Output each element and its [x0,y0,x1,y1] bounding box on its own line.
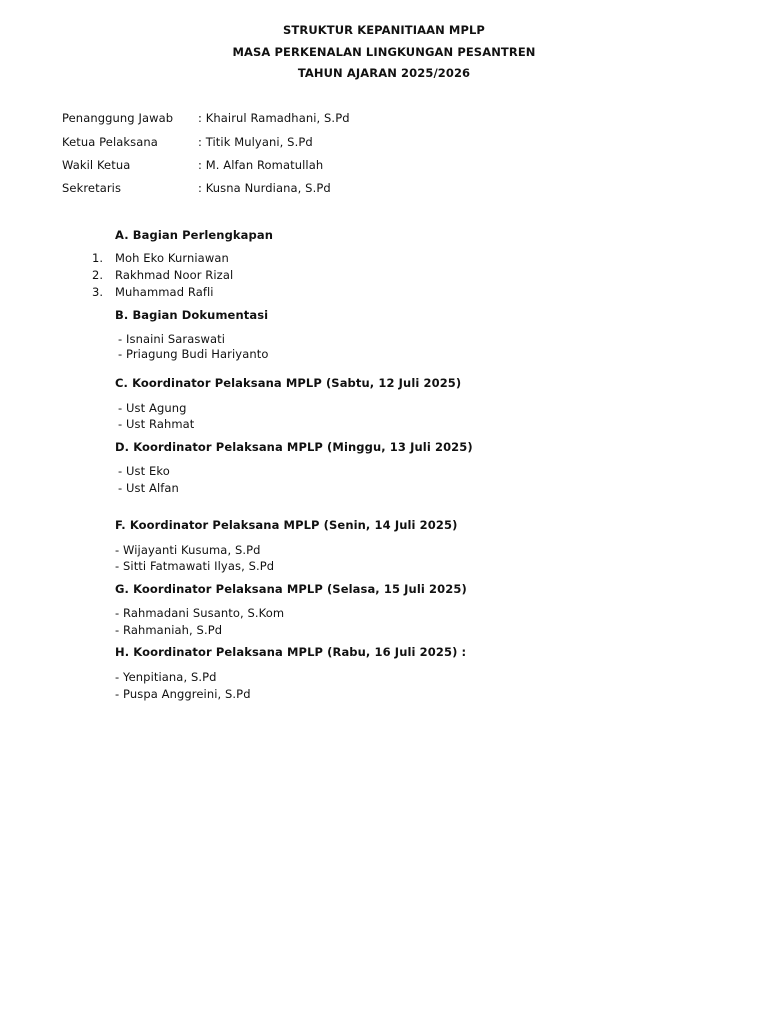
list-item: Muhammad Rafli [115,285,214,299]
section-heading: F. Koordinator Pelaksana MPLP (Senin, 14 Juli 2025) [115,518,458,532]
list-item: - Ust Agung [118,401,187,415]
officer-role: Penanggung Jawab [62,111,174,125]
list-item: - Yenpitiana, S.Pd [115,670,217,684]
officer-name: : M. Alfan Romatullah [198,158,324,172]
list-item: Rakhmad Noor Rizal [115,268,234,282]
officer-name: : Titik Mulyani, S.Pd [198,135,313,149]
section-heading: D. Koordinator Pelaksana MPLP (Minggu, 13 Juli 2025) [115,440,473,454]
list-item: - Ust Eko [118,464,170,478]
section-heading: C. Koordinator Pelaksana MPLP (Sabtu, 12 Juli 2025) [115,376,462,390]
doc-title: STRUKTUR KEPANITIAAN MPLP [283,23,485,37]
list-number: 1. [92,251,104,265]
doc-academic-year: TAHUN AJARAN 2025/2026 [297,66,471,80]
section-heading: B. Bagian Dokumentasi [115,308,269,322]
list-item: - Priagung Budi Hariyanto [118,347,269,361]
list-item: Moh Eko Kurniawan [115,251,229,265]
list-item: - Rahmaniah, S.Pd [115,623,223,637]
list-item: - Puspa Anggreini, S.Pd [115,687,251,701]
list-item: - Wijayanti Kusuma, S.Pd [115,543,261,557]
section-heading: A. Bagian Perlengkapan [115,228,273,242]
list-item: - Sitti Fatmawati Ilyas, S.Pd [115,559,275,573]
section-heading: G. Koordinator Pelaksana MPLP (Selasa, 15 Juli 2025) [115,582,467,596]
list-item: - Isnaini Saraswati [118,332,226,346]
officer-name: : Khairul Ramadhani, S.Pd [198,111,350,125]
list-item: - Rahmadani Susanto, S.Kom [115,606,285,620]
officer-role: Sekretaris [62,181,122,195]
list-item: - Ust Alfan [118,481,179,495]
list-item: - Ust Rahmat [118,417,195,431]
officer-role: Ketua Pelaksana [62,135,158,149]
officer-role: Wakil Ketua [62,158,131,172]
officer-name: : Kusna Nurdiana, S.Pd [198,181,331,195]
list-number: 3. [92,285,104,299]
doc-subtitle: MASA PERKENALAN LINGKUNGAN PESANTREN [232,45,536,59]
list-number: 2. [92,268,104,282]
section-heading: H. Koordinator Pelaksana MPLP (Rabu, 16 Juli 2025) : [115,645,467,659]
